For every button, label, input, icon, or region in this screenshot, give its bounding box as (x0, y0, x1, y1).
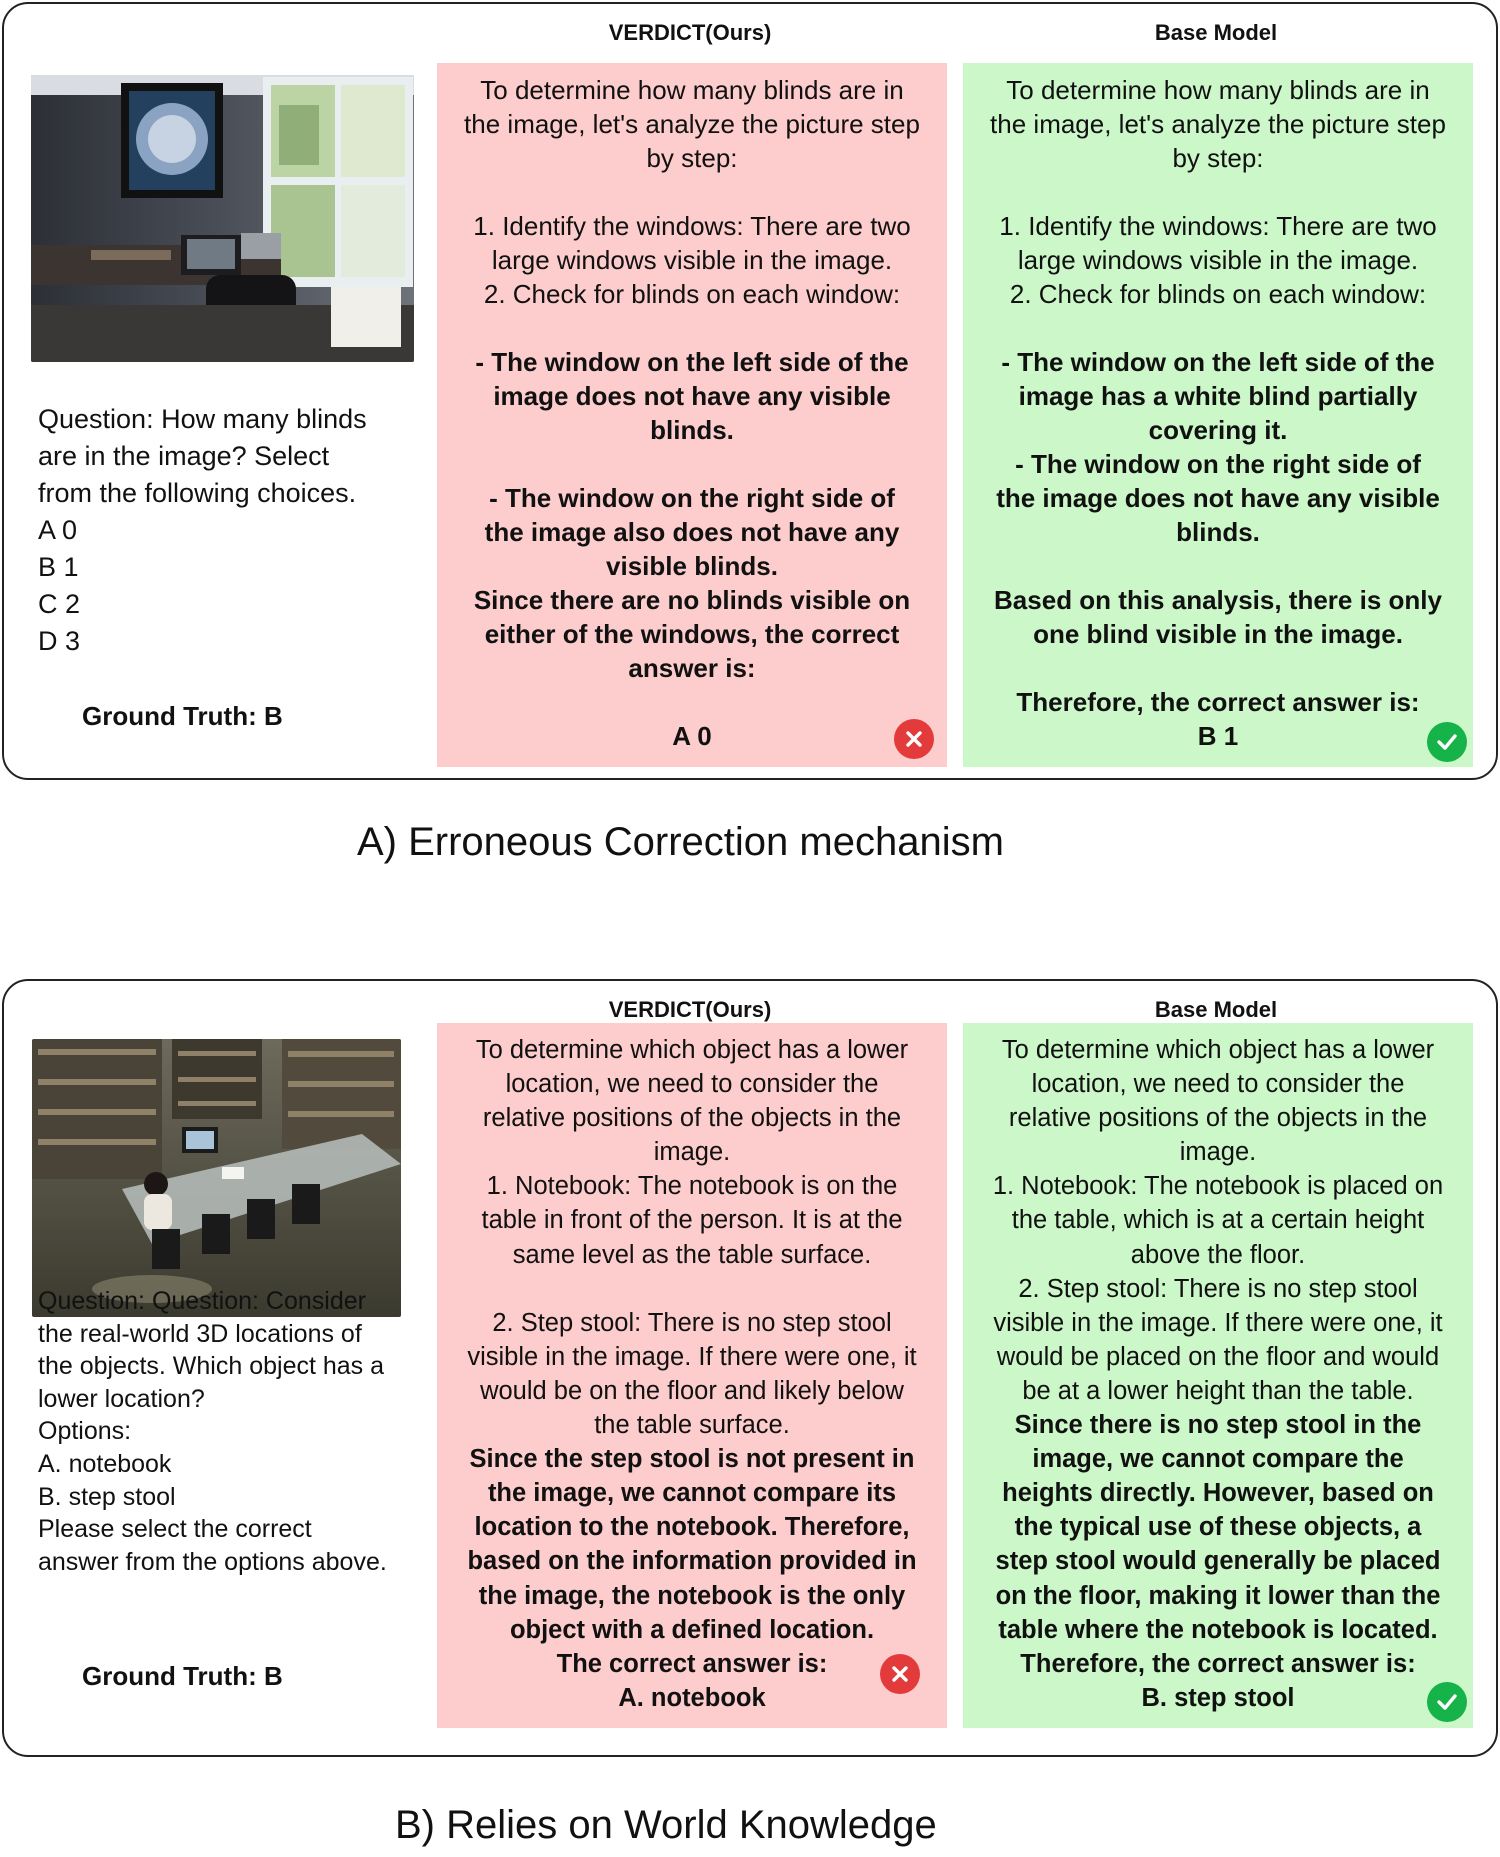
response-line: image. (653, 1138, 731, 1167)
response-line: the table surface. (594, 1411, 790, 1440)
response-line: Since there is no step stool in the (1014, 1411, 1422, 1440)
response-line: the image, we cannot compare its (487, 1479, 897, 1508)
response-line: answer is: (628, 653, 756, 683)
question-line: answer from the options above. (38, 1547, 387, 1576)
response-line (441, 1272, 943, 1306)
response-line: - The window on the left side of the (1001, 347, 1435, 377)
response-line: visible blinds. (606, 551, 778, 581)
header-verdict-ours: VERDICT(Ours) (608, 997, 772, 1022)
response-line: To determine how many blinds are in (1006, 75, 1430, 105)
response-line: 1. Notebook: The notebook is placed on (992, 1172, 1444, 1201)
response-line: would be placed on the floor and would (996, 1342, 1440, 1371)
response-line: 2. Check for blinds on each window: (483, 279, 901, 309)
question-line: Question: Question: Consider (38, 1287, 366, 1315)
response-line: table in front of the person. It is at the (481, 1206, 903, 1235)
response-line: the table, which is at a certain height (1011, 1206, 1425, 1235)
response-line: table where the notebook is located. (998, 1615, 1438, 1644)
response-line: Based on this analysis, there is only (994, 585, 1442, 615)
caption-a: A) Erroneous Correction mechanism (357, 820, 1004, 864)
response-line: large windows visible in the image. (491, 245, 893, 275)
response-line (967, 175, 1469, 209)
response-line: would be on the floor and likely below (480, 1376, 904, 1405)
option-line: C 2 (38, 589, 81, 619)
response-line: large windows visible in the image. (1017, 245, 1419, 275)
response-line: Therefore, the correct answer is: (1016, 687, 1420, 717)
response-line (967, 651, 1469, 685)
header-base-model: Base Model (1154, 20, 1278, 45)
response-line: - The window on the right side of (1015, 449, 1421, 479)
response-line: location to the notebook. Therefore, (474, 1513, 910, 1542)
response-line: image does not have any visible (493, 381, 891, 411)
response-line: on the floor, making it lower than the (995, 1581, 1441, 1610)
response-line: heights directly. However, based on (1002, 1479, 1434, 1508)
response-line: To determine how many blinds are in (480, 75, 904, 105)
option-line: A. notebook (38, 1449, 172, 1478)
option-line: B 1 (38, 552, 79, 582)
question-text-b (38, 1285, 387, 1578)
caption-b: B) Relies on World Knowledge (395, 1803, 937, 1847)
ground-truth-a: Ground Truth: B (82, 701, 283, 731)
response-line: by step: (1172, 143, 1264, 173)
response-line (967, 311, 1469, 345)
response-line: by step: (646, 143, 738, 173)
response-line: A 0 (672, 721, 712, 751)
check-icon (1436, 733, 1458, 751)
response-line: based on the information provided in (467, 1547, 917, 1576)
response-line: same level as the table surface. (512, 1240, 872, 1269)
response-line: blinds. (650, 415, 734, 445)
response-line: the image also does not have any (484, 517, 900, 547)
response-line: 1. Notebook: The notebook is on the (486, 1172, 898, 1201)
response-line: location, we need to consider the (1031, 1070, 1405, 1099)
response-line: the image does not have any visible (996, 483, 1440, 513)
response-line (441, 311, 943, 345)
library-photo-illustration (32, 1039, 401, 1317)
room-photo-illustration (31, 75, 414, 362)
close-icon (891, 1665, 909, 1683)
response-line: - The window on the right side of (489, 483, 895, 513)
response-line (967, 549, 1469, 583)
response-line: To determine which object has a lower (1001, 1036, 1435, 1064)
question-line: are in the image? Select (38, 441, 330, 471)
response-line: relative positions of the objects in the (482, 1104, 902, 1133)
header-base-model: Base Model (1154, 997, 1278, 1022)
response-line: location, we need to consider the (505, 1070, 879, 1099)
response-line: relative positions of the objects in the (1008, 1104, 1428, 1133)
response-line: above the floor. (1130, 1240, 1306, 1269)
close-icon (905, 730, 923, 748)
response-line: covering it. (1148, 415, 1288, 445)
room-photo (31, 75, 414, 362)
response-line: the image, let's analyze the picture step (464, 109, 920, 139)
response-line: Therefore, the correct answer is: (1020, 1649, 1416, 1678)
response-line: B 1 (1197, 721, 1239, 751)
option-line: B. step stool (38, 1482, 176, 1511)
response-line: the image, let's analyze the picture step (990, 109, 1446, 139)
response-line: one blind visible in the image. (1033, 619, 1403, 649)
response-line: 1. Identify the windows: There are two (999, 211, 1437, 241)
base-response-a (963, 63, 1473, 767)
response-line: the image, the notebook is the only (478, 1581, 906, 1610)
response-line: 1. Identify the windows: There are two (473, 211, 911, 241)
question-line: Please select the correct (38, 1515, 312, 1544)
response-line: Since there are no blinds visible on (473, 585, 911, 615)
response-line: The correct answer is: (556, 1649, 828, 1678)
response-line: 2. Check for blinds on each window: (1009, 279, 1427, 309)
response-line (441, 175, 943, 209)
response-line: Since the step stool is not present in (469, 1445, 915, 1474)
question-line: Question: How many blinds (38, 404, 367, 434)
response-line: image. (1179, 1138, 1257, 1167)
ground-truth-b: Ground Truth: B (82, 1661, 283, 1691)
response-line: object with a defined location. (509, 1615, 875, 1644)
question-line: the objects. Which object has a (38, 1352, 385, 1381)
response-line: To determine which object has a lower (475, 1036, 909, 1064)
response-line: image has a white blind partially (1018, 381, 1418, 411)
correct-answer-badge (1427, 722, 1467, 762)
response-line: A. notebook (618, 1683, 766, 1712)
question-text-a (38, 401, 367, 660)
response-line: step stool would generally be placed (995, 1547, 1441, 1576)
response-line: be at a lower height than the table. (1022, 1376, 1414, 1405)
option-line: A 0 (38, 515, 78, 545)
question-line: Options: (38, 1417, 132, 1446)
check-icon (1436, 1693, 1458, 1711)
question-line: lower location? (38, 1384, 205, 1413)
option-line: D 3 (38, 626, 81, 656)
question-line: the real-world 3D locations of (38, 1319, 362, 1348)
response-line: 2. Step stool: There is no step stool (492, 1308, 892, 1337)
response-line: blinds. (1176, 517, 1260, 547)
response-line (441, 685, 943, 719)
response-line: - The window on the left side of the (475, 347, 909, 377)
header-verdict-ours: VERDICT(Ours) (608, 20, 772, 45)
example-panel-b (2, 979, 1498, 1757)
response-line: visible in the image. If there were one, it (993, 1308, 1443, 1337)
response-line: 2. Step stool: There is no step stool (1018, 1274, 1418, 1303)
response-line: image, we cannot compare the (1032, 1445, 1404, 1474)
response-line: the typical use of these objects, a (1014, 1513, 1422, 1542)
response-line (441, 447, 943, 481)
response-line: visible in the image. If there were one, it (467, 1342, 917, 1371)
example-panel-a (2, 2, 1498, 780)
question-line: from the following choices. (38, 478, 357, 508)
base-response-b (963, 1023, 1473, 1728)
verdict-response-a (437, 63, 947, 767)
wrong-answer-badge (894, 719, 934, 759)
wrong-answer-badge (880, 1654, 920, 1694)
correct-answer-badge (1427, 1682, 1467, 1722)
verdict-response-b (437, 1023, 947, 1728)
response-line: B. step stool (1141, 1683, 1295, 1712)
library-photo (32, 1039, 401, 1317)
response-line: either of the windows, the correct (484, 619, 900, 649)
